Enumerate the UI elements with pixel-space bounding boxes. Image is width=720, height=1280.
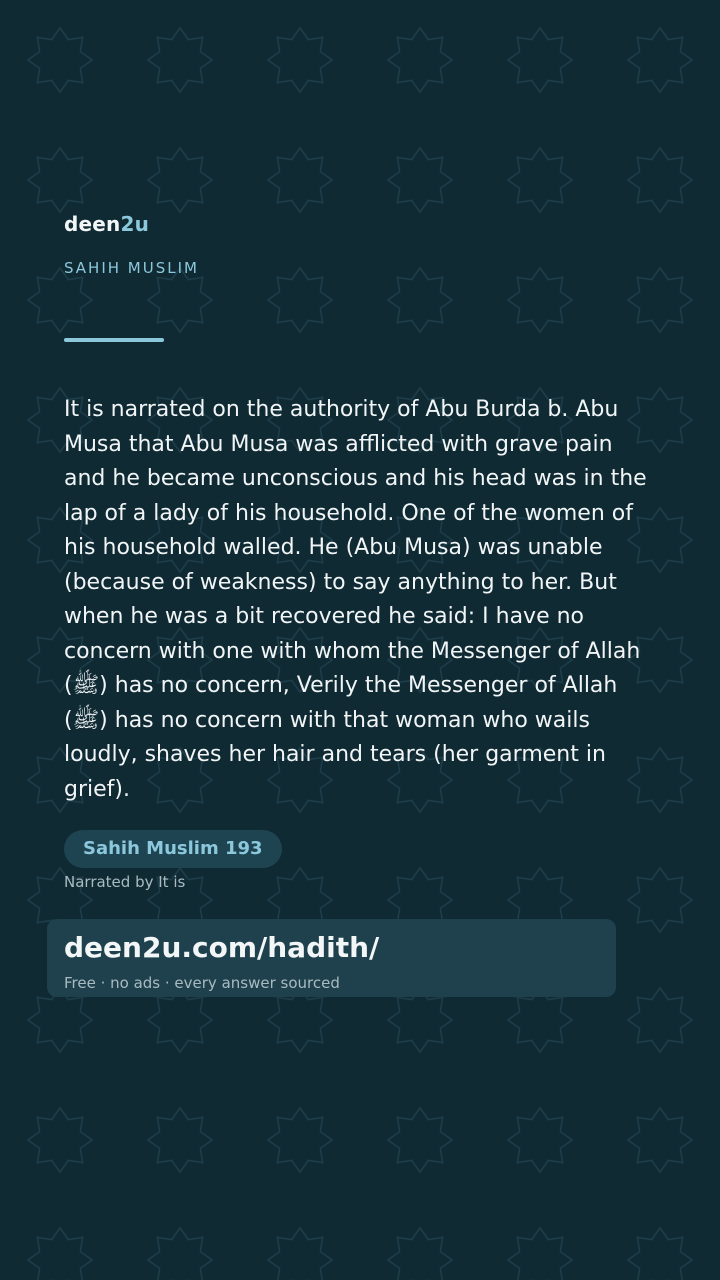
brand-name-main: deen — [64, 212, 121, 236]
website-link-card[interactable] — [47, 919, 616, 997]
brand-name-accent: 2u — [120, 212, 150, 236]
collection-label: SAHIH MUSLIM — [64, 259, 199, 277]
hadith-reference-badge[interactable]: Sahih Muslim 193 — [64, 830, 282, 868]
website-tagline: Free · no ads · every answer sourced — [64, 974, 340, 992]
website-url[interactable]: deen2u.com/hadith/ — [64, 931, 380, 964]
hadith-text: It is narrated on the authority of Abu Burda b. Abu Musa that Abu Musa was afflicted with grave pain and he became unconscious and his head was in the lap of a lady of his household. One of the women of his household walled. He (Abu Musa) was unable (because of weakness) to say anything to her. But when he was a bit recovered he said: I have no concern with one with whom the Messenger of Allah (ﷺ) has no concern, Verily the Messenger of Allah (ﷺ) has no concern with that woman who wails loudly, shaves her hair and tears (her garment in grief). — [64, 397, 647, 802]
brand-logo — [64, 212, 149, 236]
narrator-text: Narrated by It is — [64, 873, 186, 891]
divider — [64, 338, 164, 342]
